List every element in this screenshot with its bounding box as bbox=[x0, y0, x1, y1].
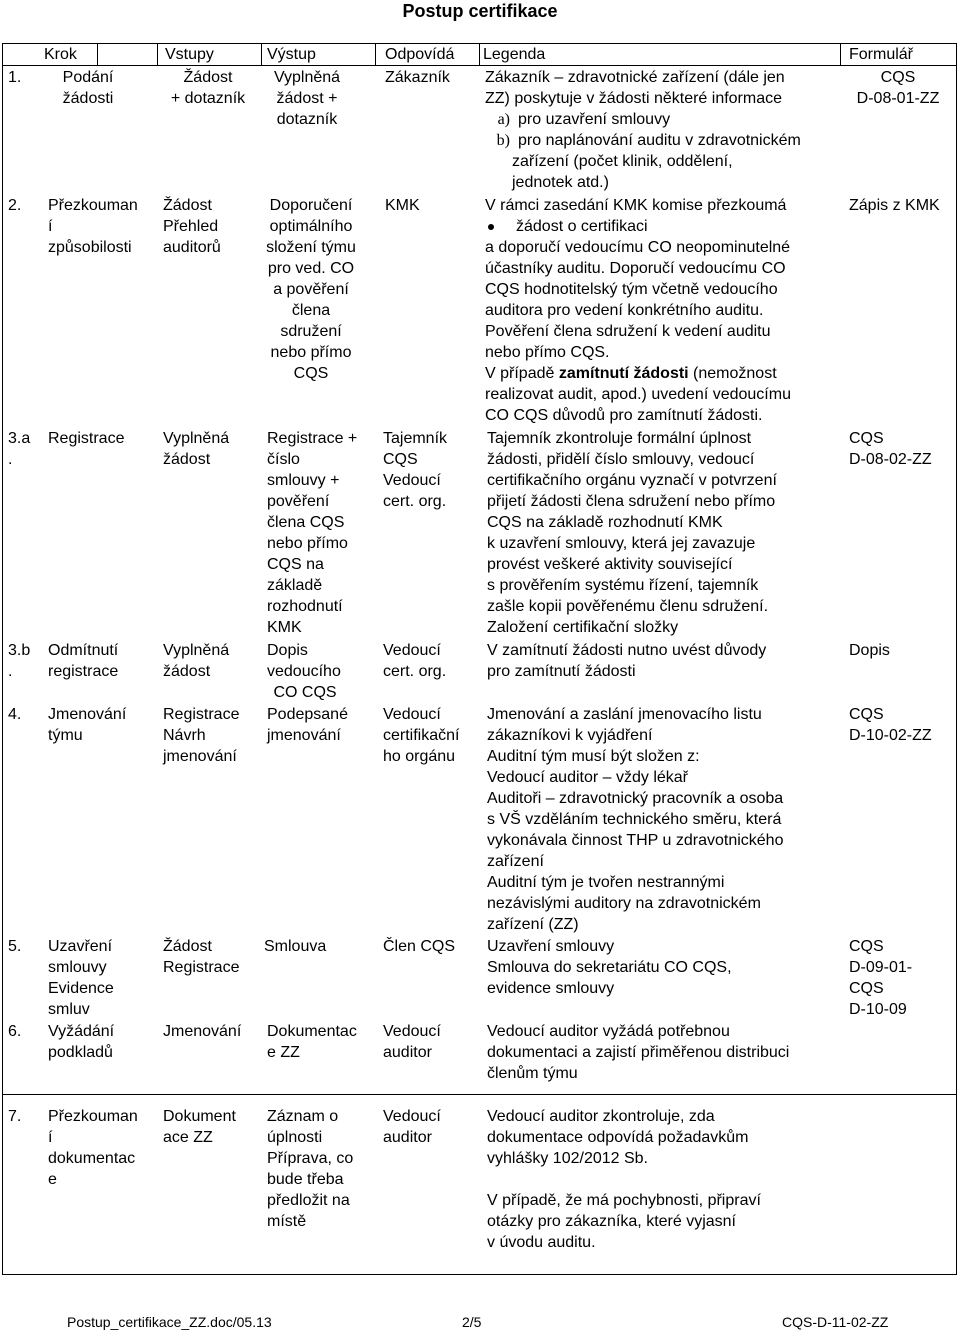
row4-responsible: Vedoucí certifikační ho orgánu bbox=[383, 706, 460, 765]
row5-form: CQS D-09-01- CQS D-10-09 bbox=[849, 938, 913, 1018]
row7-legend: Vedoucí auditor zkontroluje, zda dokumentace odpovídá požadavkům vyhlášky 102/2012 Sb. V případě, že má pochybnosti, připraví otázky pro zákazníka, které vyjasní v úvodu auditu. bbox=[487, 1108, 761, 1251]
row7-inputs: Dokument ace ZZ bbox=[163, 1108, 236, 1146]
row4-inputs: Registrace Návrh jmenování bbox=[163, 706, 240, 765]
row3b-form: Dopis bbox=[849, 642, 890, 659]
row-divider bbox=[3, 1094, 956, 1095]
row3b-number: 3.b . bbox=[8, 642, 31, 680]
row3a-output: Registrace + číslo smlouvy + pověření člena CQS nebo přímo CQS na základě rozhodnutí KMK bbox=[267, 430, 358, 636]
header-vstupy: Vstupy bbox=[165, 46, 214, 63]
certification-table bbox=[2, 43, 957, 1275]
row4-number: 4. bbox=[8, 706, 22, 723]
row4-step: Jmenování týmu bbox=[48, 706, 127, 744]
row2-inputs: Žádost Přehled auditorů bbox=[163, 197, 221, 256]
row6-responsible: Vedoucí auditor bbox=[383, 1023, 441, 1061]
row3b-responsible: Vedoucí cert. org. bbox=[383, 642, 447, 680]
row5-responsible: Člen CQS bbox=[383, 938, 456, 955]
row1-legend: Zákazník – zdravotnické zařízení (dále jen ZZ) poskytuje v žádosti některé informace a) pro uzavření smlouvy b) pro naplánování auditu v zdravotnickém zařízení (počet klinik, oddělení, jednotek atd.) bbox=[485, 69, 801, 191]
row3b-inputs: Vyplněná žádost bbox=[163, 642, 230, 680]
row7-responsible: Vedoucí auditor bbox=[383, 1108, 441, 1146]
row5-inputs: Žádost Registrace bbox=[163, 938, 240, 976]
header-vystup: Výstup bbox=[267, 46, 316, 63]
row6-legend: Vedoucí auditor vyžádá potřebnou dokumentaci a zajistí přiměřenou distribuci členům týmu bbox=[487, 1023, 790, 1082]
header-legenda: Legenda bbox=[483, 46, 546, 63]
row5-step: Uzavření smlouvy Evidence smluv bbox=[48, 938, 114, 1018]
row1-step: Podání žádosti bbox=[62, 69, 114, 107]
row3a-number: 3.a . bbox=[8, 430, 31, 468]
row3b-output: Dopis vedoucího CO CQS bbox=[267, 642, 341, 701]
row6-number: 6. bbox=[8, 1023, 22, 1040]
row2-output: Doporučení optimálního složení týmu pro ved. CO a pověření člena sdružení nebo přímo CQS bbox=[266, 197, 356, 382]
footer-filename: Postup_certifikace_ZZ.doc/05.13 bbox=[67, 1314, 272, 1330]
row1-inputs: Žádost + dotazník bbox=[170, 69, 246, 107]
row3a-responsible: Tajemník CQS Vedoucí cert. org. bbox=[383, 430, 448, 510]
row2-form: Zápis z KMK bbox=[849, 197, 940, 214]
row3a-step: Registrace bbox=[48, 430, 125, 447]
row5-number: 5. bbox=[8, 938, 22, 955]
row3b-step: Odmítnutí registrace bbox=[48, 642, 119, 680]
row5-legend: Uzavření smlouvy Smlouva do sekretariátu CO CQS, evidence smlouvy bbox=[487, 938, 732, 997]
footer-page-number: 2/5 bbox=[462, 1314, 482, 1330]
row7-step: Přezkouman í dokumentac e bbox=[48, 1108, 138, 1188]
row1-form: CQS D-08-01-ZZ bbox=[856, 69, 940, 107]
row4-form: CQS D-10-02-ZZ bbox=[849, 706, 932, 744]
row2-step: Přezkouman í způsobilosti bbox=[48, 197, 138, 256]
row3a-inputs: Vyplněná žádost bbox=[163, 430, 230, 468]
row3b-legend: V zamítnutí žádosti nutno uvést důvody pro zamítnutí žádosti bbox=[487, 642, 767, 680]
row6-step: Vyžádání podkladů bbox=[48, 1023, 115, 1061]
row2-legend: V rámci zasedání KMK komise přezkoumá žádost o certifikaci a doporučí vedoucímu CO neopominutelné účastníky auditu. Doporučí vedoucímu CO CQS hodnotitelský tým včetně vedoucího auditora pro vedení konkrétního auditu. Pověření člena sdružení k vedení auditu nebo přímo CQS. V případě zamítnutí žádosti (nemožnost realizovat audit, apod.) uvedení vedoucímu CO CQS důvodů pro zamítnutí žádosti. bbox=[485, 197, 791, 424]
header-odpovida: Odpovídá bbox=[385, 46, 455, 63]
row1-output: Vyplněná žádost + dotazník bbox=[273, 69, 341, 128]
row2-number: 2. bbox=[8, 197, 22, 214]
row6-output: Dokumentac e ZZ bbox=[267, 1023, 357, 1061]
row4-output: Podepsané jmenování bbox=[267, 706, 348, 744]
row3a-legend: Tajemník zkontroluje formální úplnost žádosti, přidělí číslo smlouvy, vedoucí certifikačního orgánu vyznačí v potvrzení přijetí žádosti člena sdružení nebo přímo CQS na základě rozhodnutí KMK k uzavření smlouvy, která jej zavazuje provést veškeré aktivity související s prověřením systému řízení, tajemník zašle kopii pověřenému členu sdružení. Založení certifikační složky bbox=[487, 430, 777, 636]
row4-legend: Jmenování a zaslání jmenovacího listu zákazníkovi k vyjádření Auditní tým musí být složen z: Vedoucí auditor – vždy lékař Auditoři – zdravotnický pracovník a osoba s VŠ vzděláním technického směru, která vykonávala činnost THP u zdravotnického zařízení Auditní tým je tvořen nestrannými nezávislými auditory na zdravotnickém zařízení (ZZ) bbox=[487, 706, 784, 933]
header-formular: Formulář bbox=[849, 46, 914, 63]
row5-output: Smlouva bbox=[264, 938, 327, 955]
footer-document-code: CQS-D-11-02-ZZ bbox=[782, 1314, 889, 1330]
row7-output: Záznam o úplnosti Příprava, co bude třeba předložit na místě bbox=[267, 1108, 354, 1230]
row1-responsible: Zákazník bbox=[385, 69, 450, 86]
row1-number: 1. bbox=[8, 69, 22, 86]
row3a-form: CQS D-08-02-ZZ bbox=[849, 430, 932, 468]
row7-number: 7. bbox=[8, 1108, 22, 1125]
row2-responsible: KMK bbox=[385, 197, 420, 214]
header-krok: Krok bbox=[44, 46, 77, 63]
bullet-icon bbox=[488, 224, 494, 230]
row6-inputs: Jmenování bbox=[163, 1023, 242, 1040]
page-title: Postup certifikace bbox=[402, 1, 558, 21]
